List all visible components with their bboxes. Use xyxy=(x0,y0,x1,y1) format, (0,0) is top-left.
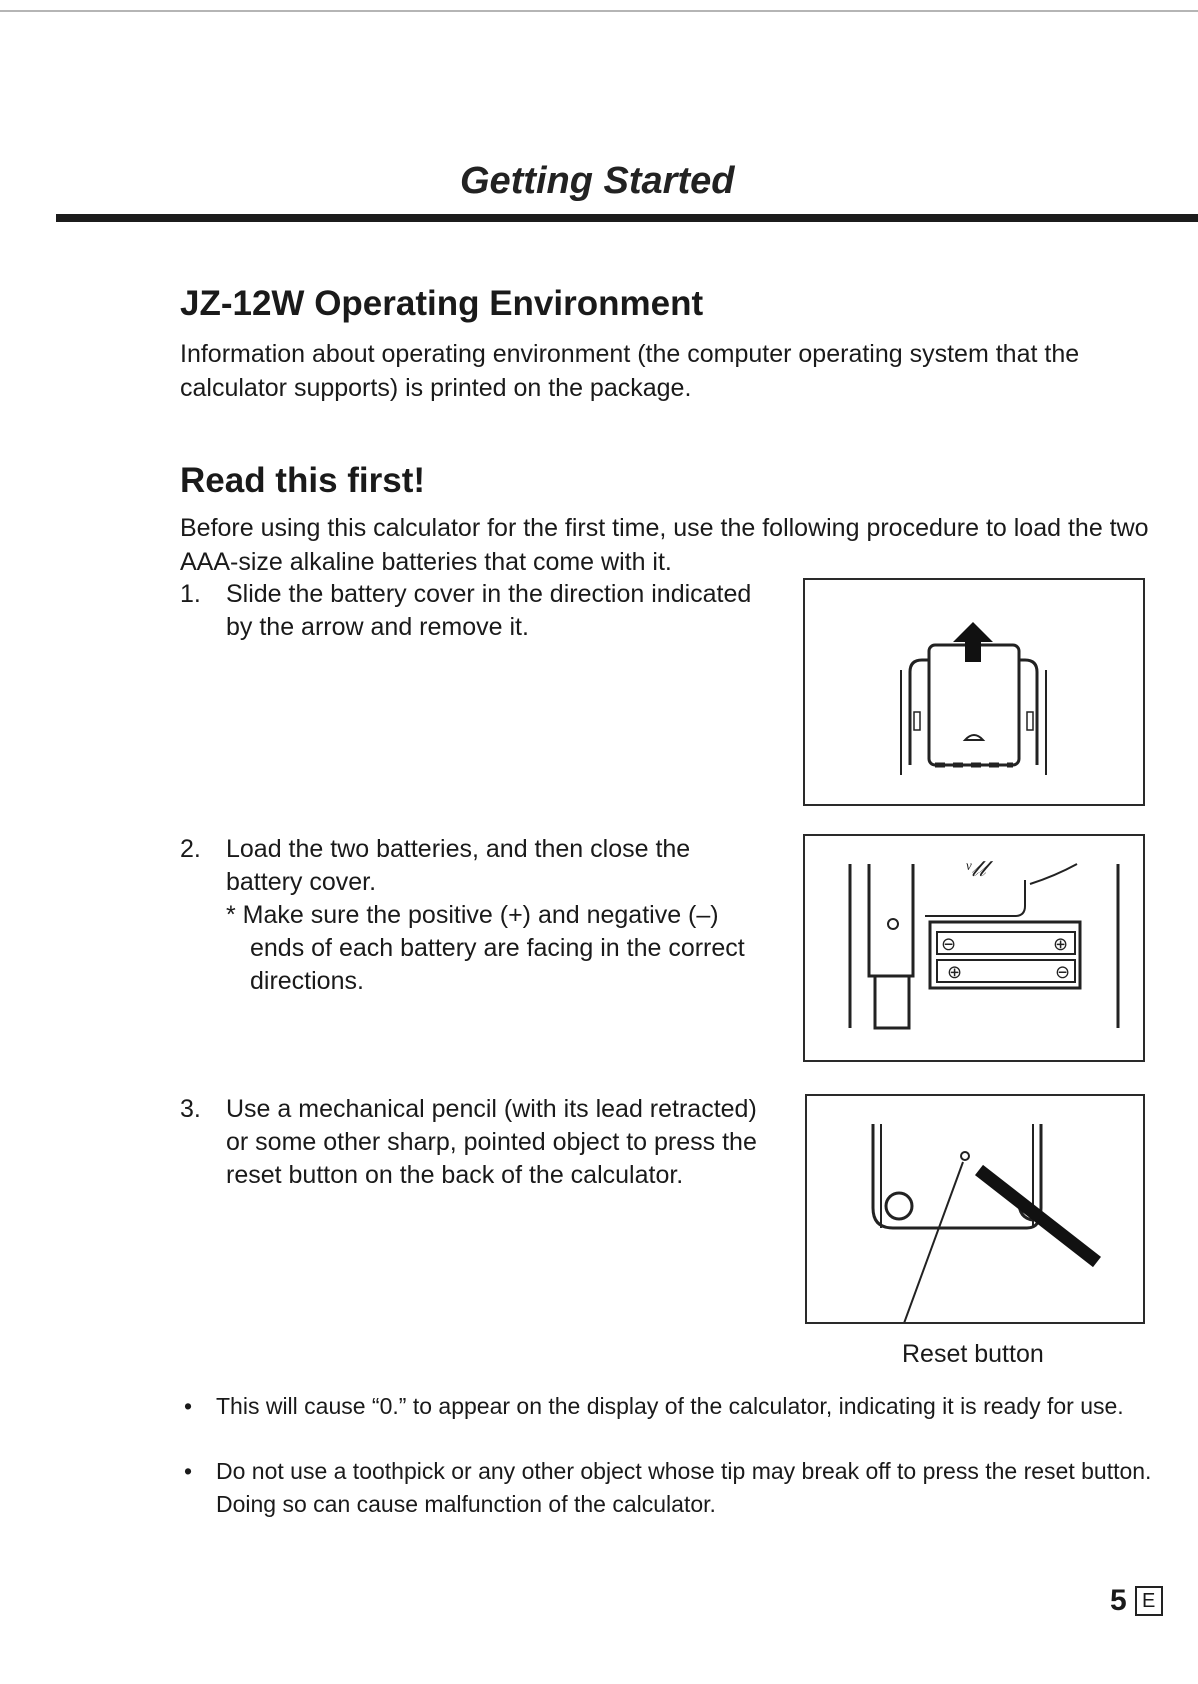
bullet-item xyxy=(184,1390,1156,1423)
reset-button-illustration xyxy=(807,1096,1143,1322)
page-number: 5 xyxy=(1110,1584,1127,1617)
heading-operating-environment: JZ-12W Operating Environment xyxy=(180,284,704,323)
figure-caption-reset-button: Reset button xyxy=(902,1340,1044,1368)
step-number: 2. xyxy=(180,835,201,863)
battery-cover-illustration xyxy=(805,580,1143,804)
heading-read-this-first: Read this first! xyxy=(180,461,426,500)
step-number: 3. xyxy=(180,1095,201,1123)
svg-text:ᵛ𝓁𝓁: ᵛ𝓁𝓁 xyxy=(965,856,986,881)
bullet-item xyxy=(184,1455,1156,1521)
step-3 xyxy=(180,1093,770,1192)
figure-batteries-loaded xyxy=(803,834,1145,1062)
svg-text:⊕: ⊕ xyxy=(947,962,963,983)
svg-text:⊖: ⊖ xyxy=(1055,962,1071,983)
bullet-glyph: • xyxy=(184,1458,193,1484)
operating-environment-text: Information about operating environment (the computer operating system that the calculator supports) is printed on the package. xyxy=(180,340,1080,402)
figure-reset-button xyxy=(805,1094,1145,1324)
figure-battery-cover xyxy=(803,578,1145,806)
svg-text:⊖: ⊖ xyxy=(941,934,957,955)
bullet-text: Do not use a toothpick or any other object whose tip may break off to press the reset button. Doing so can cause malfunction of the calculator. xyxy=(216,1458,1152,1517)
bullet-text: This will cause “0.” to appear on the display of the calculator, indicating it is ready for use. xyxy=(216,1393,1124,1419)
step-2 xyxy=(180,833,770,998)
section-header: Getting Started xyxy=(460,160,735,202)
header-rule xyxy=(56,214,1198,222)
step-number: 1. xyxy=(180,580,201,608)
page-number-area xyxy=(1110,1584,1163,1618)
step-text: Load the two batteries, and then close the battery cover. xyxy=(226,835,691,896)
step-text: Use a mechanical pencil (with its lead retracted) or some other sharp, pointed object to press the reset button on the back of the calculator. xyxy=(226,1095,757,1189)
bullet-glyph: • xyxy=(184,1393,193,1419)
read-first-intro: Before using this calculator for the first time, use the following procedure to load the two AAA-size alkaline batteries that come with it. xyxy=(180,514,1149,576)
language-mark-box: E xyxy=(1135,1586,1163,1616)
scan-edge-line xyxy=(0,10,1198,12)
battery-polarity-note: * Make sure the positive (+) and negative (–) ends of each battery are facing in the correct directions. xyxy=(226,901,745,995)
svg-text:⊕: ⊕ xyxy=(1053,934,1069,955)
step-text: Slide the battery cover in the direction indicated by the arrow and remove it. xyxy=(226,580,752,641)
step-1 xyxy=(180,578,770,644)
batteries-illustration xyxy=(805,836,1143,1060)
